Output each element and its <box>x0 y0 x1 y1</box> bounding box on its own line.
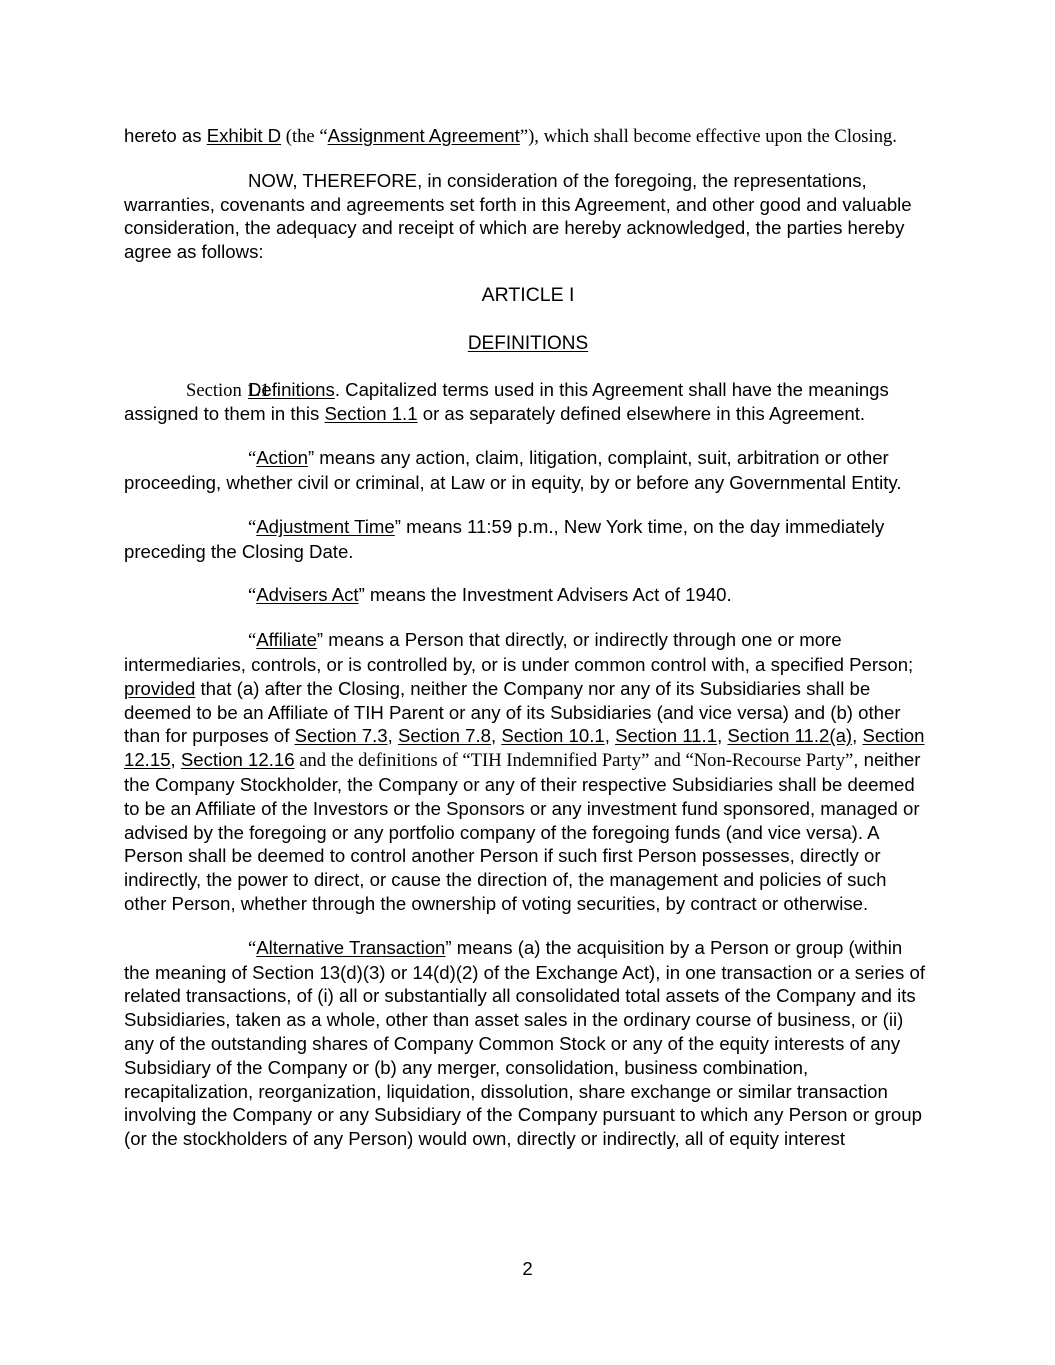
article-title-text: DEFINITIONS <box>467 332 589 354</box>
definition-text: ” means any action, claim, litigation, complaint, suit, arbitration or other proceeding, whether civil or criminal, at Law or in equity, by or before any Governmental Entity. <box>124 447 902 493</box>
section-text: . Capitalized terms used in this Agreement shall have the meanings assigned to them in this <box>124 378 889 425</box>
section-reference: Section 12.16 <box>180 749 295 771</box>
intro-paragraph <box>124 124 932 149</box>
quote-mark: “ <box>248 585 257 607</box>
intro-text: hereto as <box>124 125 207 146</box>
quote-mark: “ <box>248 448 257 470</box>
quote-mark: “ <box>248 630 257 652</box>
section-reference: Section 10.1 <box>501 725 605 747</box>
separator: , <box>170 749 181 771</box>
defined-term: Advisers Act <box>256 584 359 606</box>
definition-text: ” means (a) the acquisition by a Person or group (within the meaning of Section 13(d)(3) or 14(d)(2) of the Exchange Act), in one transaction or a series of related transactions, of (i) all or substantially all consolidated total assets of the Company and its Subsidiaries, taken as a whole, other than asset sales in the ordinary course of business, or (ii) any of the outstanding shares of Company Common Stock or any of the equity interests of any Subsidiary of the Company or (b) any merger, consolidation, business combination, recapitalization, reorganization, liquidation, dissolution, share exchange or similar transaction involving the Company or any Subsidiary of the Company pursuant to which any Person or group (or the stockholders of any Person) would own, directly or indirectly, all of equity interest <box>124 936 925 1150</box>
definition-text: ” means a Person that directly, or indirectly through one or more intermediaries, controls, or is controlled by, or is under common control with, a specified Person; <box>124 629 914 675</box>
section-reference: Section 1.1 <box>324 403 418 425</box>
definition-text: ” means the Investment Advisers Act of 1940. <box>358 584 732 606</box>
assignment-agreement-term: Assignment Agreement <box>327 125 520 146</box>
article-heading: ARTICLE I <box>481 283 575 306</box>
intro-text: (the “ <box>281 126 328 147</box>
section-1-1-paragraph <box>124 378 932 427</box>
section-reference: Section 7.8 <box>397 725 491 747</box>
definition-affiliate <box>124 628 932 916</box>
section-reference: Section 12.15 <box>124 725 925 771</box>
definition-text: and the definitions of “TIH Indemnified Party” and “Non-Recourse Party” <box>294 750 854 772</box>
defined-term: Adjustment Time <box>256 515 395 537</box>
section-number: Section 1.1 <box>186 379 270 401</box>
defined-term: Affiliate <box>256 629 317 651</box>
intro-text: ”), which shall become effective upon the Closing. <box>519 126 897 147</box>
definition-text: ” means 11:59 p.m., New York time, on the day immediately preceding the Closing Date. <box>124 515 885 562</box>
separator: , <box>717 725 728 747</box>
separator: , <box>387 725 398 747</box>
provided-term: provided <box>124 677 196 699</box>
defined-term: Alternative Transaction <box>256 936 446 958</box>
page-number: 2 <box>522 1258 533 1279</box>
quote-mark: “ <box>248 937 257 959</box>
definition-action <box>124 446 932 495</box>
quote-mark: “ <box>248 516 257 538</box>
separator: , <box>852 725 863 747</box>
separator: , <box>604 725 616 747</box>
definition-text: that (a) after the Closing, neither the Company nor any of its Subsidiaries shall be deemed to be an Affiliate of TIH Parent or any of its Subsidiaries (and vice versa) and (b) other than for purposes of <box>124 677 901 747</box>
defined-term: Action <box>256 447 308 469</box>
document-page <box>124 124 932 1171</box>
section-heading: Definitions <box>248 378 335 400</box>
article-title <box>124 332 932 356</box>
section-reference: Section 7.3 <box>294 725 388 747</box>
recital-paragraph: NOW, THEREFORE, in consideration of the foregoing, the representations, warranties, covenants and agreements set forth in this Agreement, and other good and valuable consideration, the adequacy and receipt of which are hereby acknowledged, the parties hereby agree as follows: <box>124 169 912 263</box>
definition-advisers-act <box>124 583 932 608</box>
separator: , <box>491 725 502 747</box>
section-reference: Section 11.2(a) <box>727 725 853 747</box>
section-reference: Section 11.1 <box>615 725 718 747</box>
exhibit-d-reference: Exhibit D <box>206 125 282 146</box>
definition-alternative-transaction <box>124 936 932 1151</box>
definition-text: , neither the Company Stockholder, the Company or any of their respective Subsidiaries shall be deemed to be an Affiliate of the Investors or the Sponsors or any investment fund sponsored, managed or advised by the foregoing or any portfolio company of the foregoing funds (and vice versa). A Person shall be deemed to control another Person if such first Person possesses, directly or indirectly, the power to direct, or cause the direction of, the management and policies of such other Person, whether through the ownership of voting securities, by contract or otherwise. <box>124 749 921 914</box>
section-text: or as separately defined elsewhere in this Agreement. <box>417 403 866 425</box>
definition-adjustment-time <box>124 515 932 564</box>
